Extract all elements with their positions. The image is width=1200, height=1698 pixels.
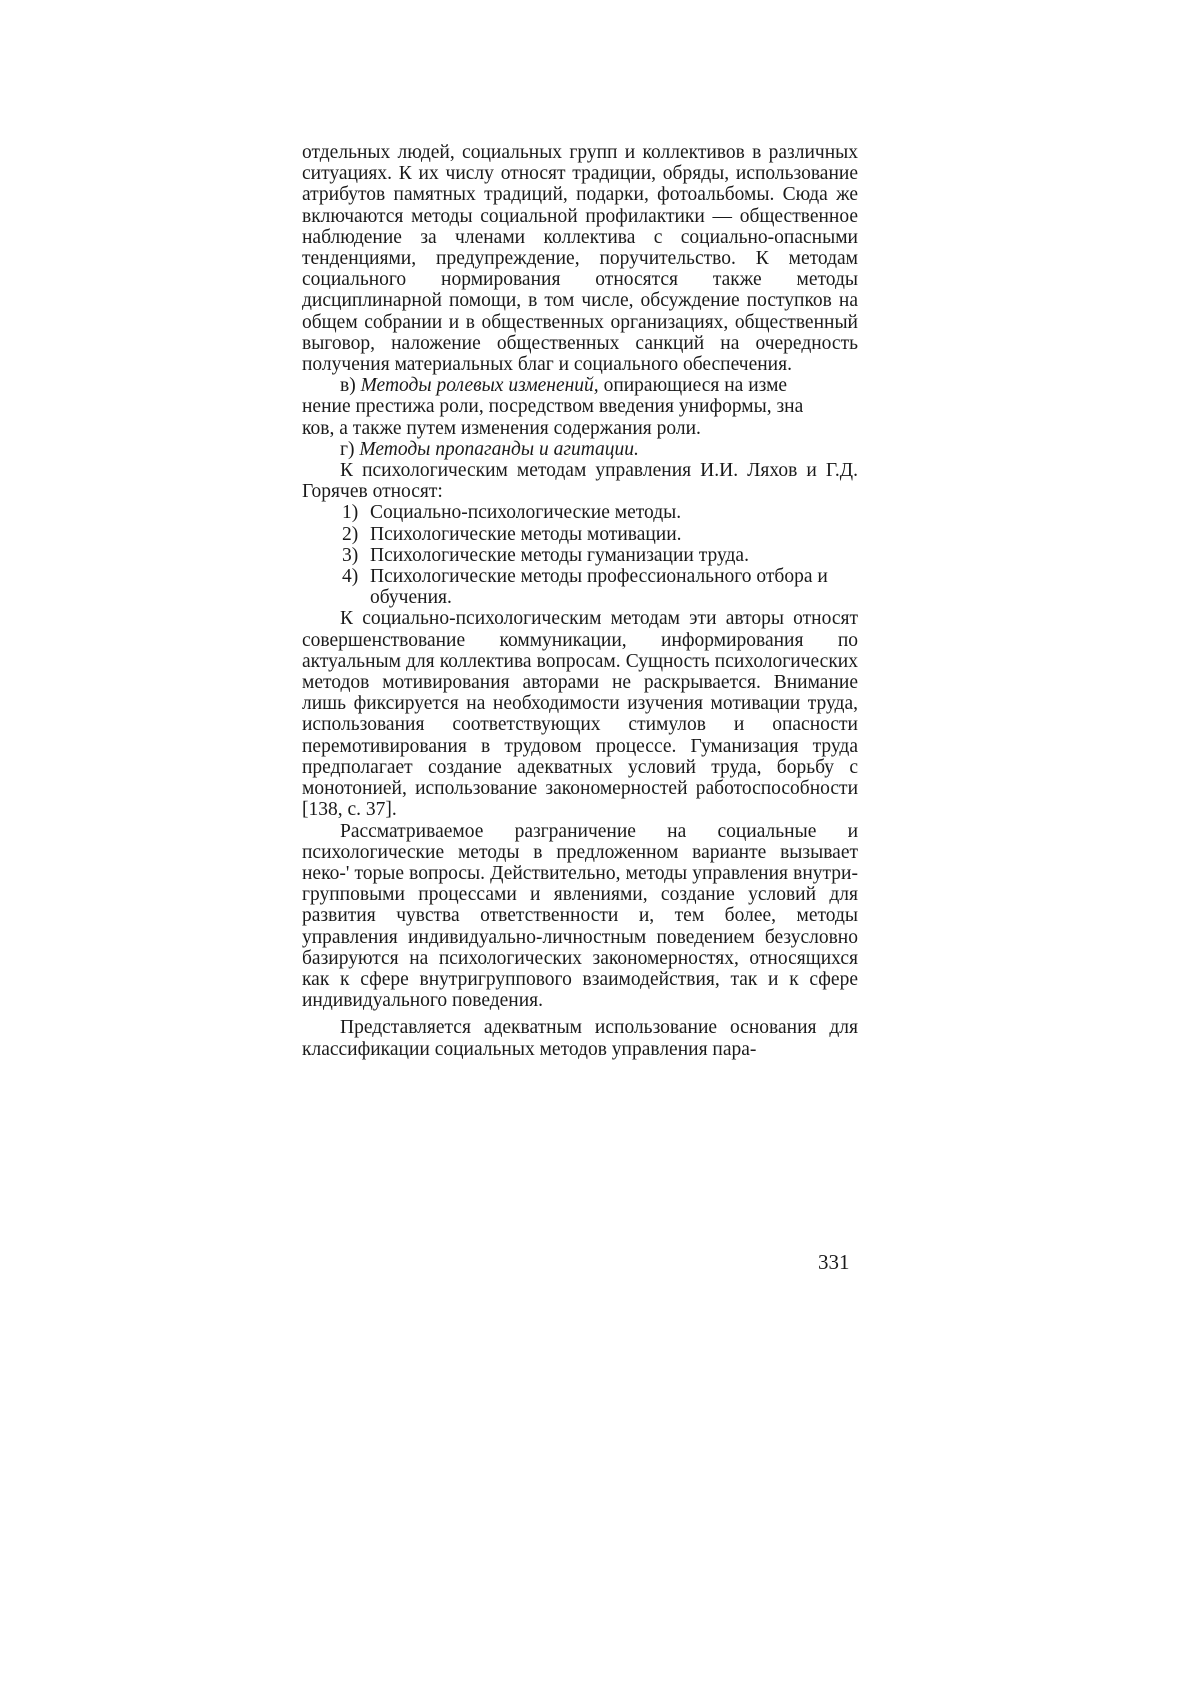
role-change-text-a: опирающиеся на изме [603, 375, 788, 397]
paragraph-role-change-methods [302, 375, 858, 396]
paragraph-socio-psych-methods: К социально-психологическим методам эти авторы относят совершенствование коммуникации, информирования по актуальным для коллектива вопросам. Сущность психологических методов мотивирования авторами не раскрывается. Внимание лишь фиксируется на необходимости изучения мотивации труда, использования соответствующих стимулов и опасности перемотивирования в трудовом процессе. Гуманизация труда предполагает создание адекватных условий труда, борьбу с монотонией, использование закономерностей работоспособности [138, с. 37]. [302, 608, 858, 821]
list-item-text: Социально-психологические методы. [370, 502, 682, 524]
paragraph-classification-basis: Представляется адекватным использование основания для классификации социальных методов управления пара- [302, 1017, 858, 1060]
page-number: 331 [818, 1250, 850, 1274]
paragraph-social-norming: отдельных людей, социальных групп и коллективов в различных ситуациях. К их числу относят традиции, обряды, использование атрибутов памятных традиций, подарки, фотоальбомы. Сюда же включаются методы социальной профилактики — общественное наблюдение за членами коллектива с социально-опасными тенденциями, предупреждение, поручительство. К методам социального нормирования относятся также методы дисциплинарной помощи, в том числе, обсуждение поступков на общем собрании и в общественных организациях, общественный выговор, наложение общественных санкций на очередность получения материальных благ и социального обеспечения. [302, 142, 858, 376]
list-item-number: 1) [342, 502, 359, 524]
item-letter-g: г) [340, 438, 355, 460]
list-item [302, 545, 858, 566]
list-item-text: Психологические методы гуманизации труда. [370, 544, 749, 566]
propaganda-heading: Методы пропаганды и агитации. [359, 438, 639, 460]
paragraph-distinction-discussion: Рассматриваемое разграничение на социальные и психологические методы в предложенном варианте вызывает неко-' торые вопросы. Действительно, методы управления внутри-групповыми процессами и явлениями, создание условий для развития чувства ответственности и, тем более, методы управления индивидуально-личностным поведением безусловно базируются на психологических закономерностях, относящихся как к сфере внутригруппового взаимодействия, так и к сфере индивидуального поведения. [302, 820, 858, 1012]
item-letter-v: в) [340, 375, 356, 397]
list-item [302, 566, 858, 608]
list-item [302, 524, 858, 545]
list-item [302, 502, 858, 523]
list-item-text: Психологические методы мотивации. [370, 523, 682, 545]
paragraph-role-change-cont-2: ков, а также путем изменения содержания роли. [302, 417, 701, 439]
page-body [302, 142, 858, 1060]
role-change-heading: Методы ролевых изменений, [360, 375, 599, 397]
paragraph-psych-methods-intro: К психологическим методам управления И.И. Ляхов и Г.Д. Горячев относят: [302, 460, 858, 503]
list-item-number: 2) [342, 523, 359, 545]
list-item-number: 3) [342, 544, 359, 566]
list-item-number: 4) [342, 566, 359, 588]
psych-methods-list [302, 502, 858, 608]
paragraph-propaganda-methods [302, 439, 858, 460]
paragraph-role-change-cont-1: нение престижа роли, посредством введения униформы, зна [302, 396, 804, 418]
list-item-text: Психологические методы профессионального отбора и обучения. [370, 566, 828, 609]
